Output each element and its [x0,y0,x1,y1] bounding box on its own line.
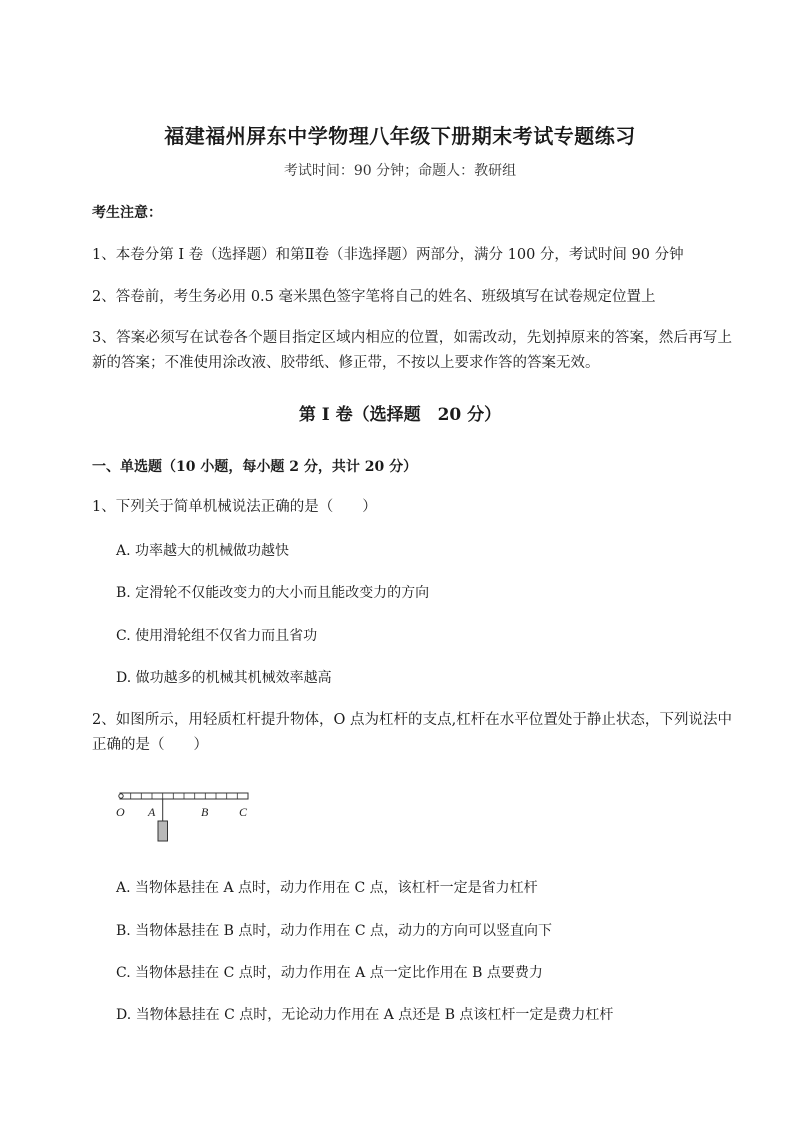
lever-diagram [112,785,262,855]
label-a: A [148,805,156,819]
notice-heading: 考生注意： [92,205,162,221]
notice-item-2: 2、答卷前，考生务必用 0.5 毫米黑色签字笔将自己的姓名、班级填写在试卷规定位置上 [92,289,656,305]
question-1-option-a: A. 功率越大的机械做功越快 [116,543,290,559]
part-heading: 一、单选题（10 小题，每小题 2 分，共计 20 分） [92,459,418,475]
question-1-option-c: C. 使用滑轮组不仅省力而且省功 [116,628,318,644]
question-2-option-c: C. 当物体悬挂在 C 点时，动力作用在 A 点一定比作用在 B 点要费力 [116,965,543,981]
question-2-option-b: B. 当物体悬挂在 B 点时，动力作用在 C 点，动力的方向可以竖直向下 [116,923,552,939]
label-o: O [116,805,125,819]
section-title: 第 I 卷（选择题 20 分） [298,405,502,425]
question-2-option-d: D. 当物体悬挂在 C 点时，无论动力作用在 A 点还是 B 点该杠杆一定是费力杠杆 [116,1007,614,1023]
question-2-stem: 2、如图所示，用轻质杠杆提升物体，O 点为杠杆的支点,杠杆在水平位置处于静止状态，下列说法中正确的是（ ） [92,712,732,753]
question-1-stem: 1、下列关于简单机械说法正确的是（ ） [92,499,377,515]
fulcrum-point [119,794,123,798]
label-c: C [239,805,248,819]
notice-item-1: 1、本卷分第 I 卷（选择题）和第Ⅱ卷（非选择题）两部分，满分 100 分，考试时间 90 分钟 [92,247,684,263]
notice-item-3: 3、答案必须写在试卷各个题目指定区域内相应的位置，如需改动，先划掉原来的答案，然后再写上新的答案；不准使用涂改液、胶带纸、修正带，不按以上要求作答的答案无效。 [92,330,732,371]
question-2-option-a: A. 当物体悬挂在 A 点时，动力作用在 C 点，该杠杆一定是省力杠杆 [116,880,538,896]
question-1-option-b: B. 定滑轮不仅能改变力的大小而且能改变力的方向 [116,585,430,601]
hanging-weight [158,821,168,841]
exam-info: 考试时间：90 分钟；命题人：教研组 [283,163,517,179]
question-1-option-d: D. 做功越多的机械其机械效率越高 [116,670,332,686]
page-title: 福建福州屏东中学物理八年级下册期末考试专题练习 [164,124,636,148]
label-b: B [201,805,209,819]
